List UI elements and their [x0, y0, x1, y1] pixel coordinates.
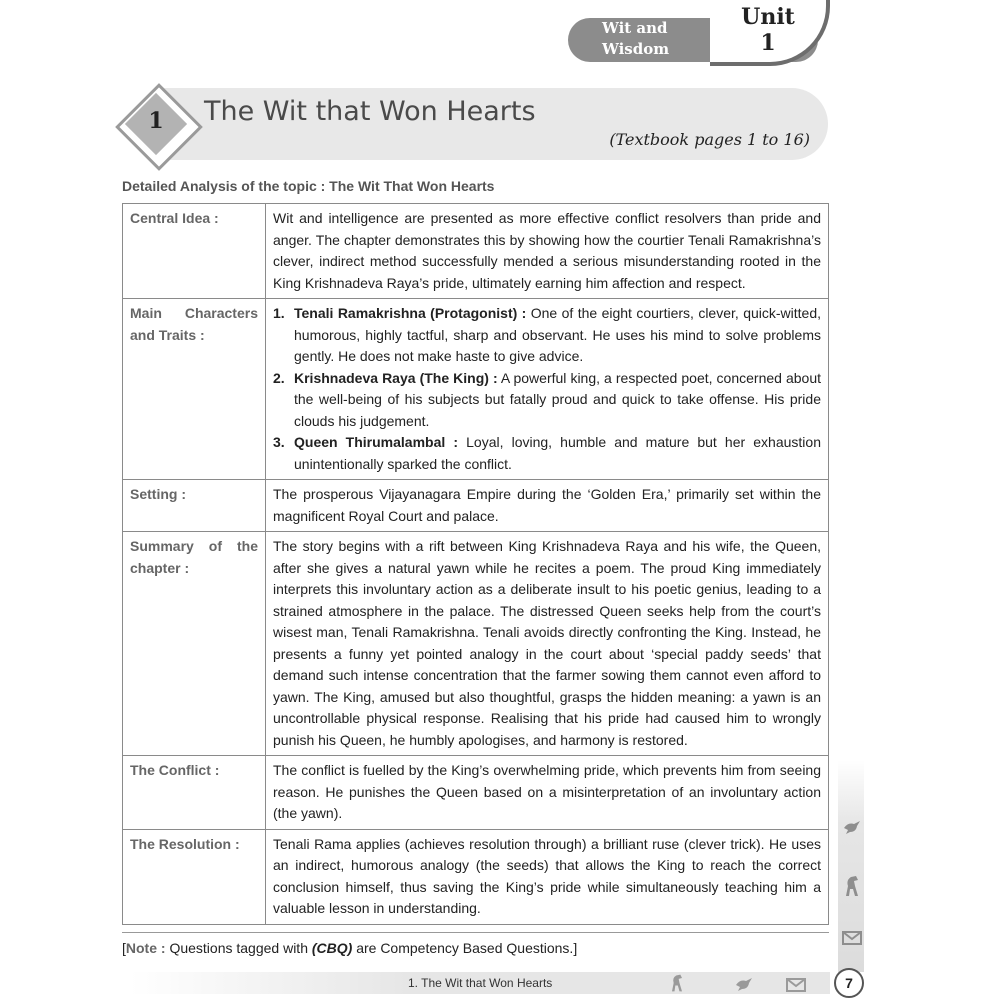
- row-label: Setting :: [123, 480, 266, 532]
- character-traits: Loyal, loving, humble and mature but her exhaustion unintentionally sparked the conflict.: [294, 434, 821, 472]
- row-label: Main Characters and Traits :: [123, 299, 266, 480]
- unit-name: [602, 18, 722, 60]
- character-list: [273, 303, 821, 475]
- note-bracket: [: [122, 940, 126, 956]
- unit-number: 1: [760, 30, 776, 56]
- table-row-characters: [123, 299, 829, 480]
- unit-badge: [568, 6, 828, 62]
- list-item: [273, 368, 821, 433]
- row-content: Wit and intelligence are presented as more effective conflict resolvers than pride and anger. The chapter demonstrates this by showing how the courtier Tenali Ramakrishna’s clever, indirect method successfully mended a serious misunderstanding rooted in the King Krishnadeva Raya’s pride, ultimately earning him affection and respect.: [266, 204, 829, 299]
- character-traits: One of the eight courtiers, clever, quick-witted, humorous, highly tactful, sharp and observant. He uses his mind to solve problems gently. He does not make haste to give advice.: [294, 305, 822, 364]
- list-item: [273, 303, 821, 368]
- list-number: 3.: [273, 434, 285, 450]
- bird-icon: [842, 818, 862, 839]
- row-content: [266, 299, 829, 480]
- note-divider: [122, 932, 829, 933]
- row-content: The prosperous Vijayanagara Empire during the ‘Golden Era,’ primarily set within the magnificent Royal Court and palace.: [266, 480, 829, 532]
- chapter-number: 1: [148, 108, 164, 134]
- horse-icon: [842, 874, 862, 901]
- row-label: Central Idea :: [123, 204, 266, 299]
- envelope-icon: [842, 930, 862, 949]
- character-name: Queen Thirumalambal :: [294, 434, 459, 450]
- character-name: Krishnadeva Raya (The King) :: [294, 369, 498, 386]
- note-text-end: are Competency Based Questions.]: [352, 940, 578, 956]
- row-content: The story begins with a rift between King Krishnadeva Raya and his wife, the Queen, after she gives a natural yawn while he recites a poem. The proud King immediately interprets this involuntary action as a deliberate insult to his poetic genius, leading to a strained atmosphere in the palace. The distressed Queen seeks help from the court’s wisest man, Tenali Ramakrishna. Tenali avoids directly confronting the King. Instead, he presents a funny yet pointed analogy in the court about ‘special paddy seeds’ that demand such intense concentration that the farmer sowing them cannot even afford to yawn. The King, amused but also thoughtful, grasps the hidden meaning: a yawn is an uncontrollable physical response. Realising that his pride had caused him to wrongly punish his Queen, he humbly apologises, and harmony is restored.: [266, 532, 829, 756]
- unit-name-line2: Wisdom: [602, 40, 670, 58]
- unit-label: [720, 4, 816, 56]
- unit-label-word: Unit: [741, 4, 795, 30]
- list-item: [273, 432, 821, 475]
- chapter-pages: (Textbook pages 1 to 16): [609, 130, 810, 149]
- list-number: 1.: [273, 305, 285, 321]
- envelope-icon: [786, 977, 806, 996]
- table-row-resolution: [123, 829, 829, 924]
- table-row-summary: [123, 532, 829, 756]
- table-row-central-idea: [123, 204, 829, 299]
- page-number: 7: [834, 968, 864, 998]
- footer-title: 1. The Wit that Won Hearts: [408, 976, 553, 990]
- table-row-setting: [123, 480, 829, 532]
- character-traits: A powerful king, a respected poet, concerned about the well-being of his subjects but fatally proud and quick to take offense. His pride clouds his judgement.: [294, 369, 821, 429]
- row-content: Tenali Rama applies (achieves resolution through) a brilliant ruse (clever trick). He uses an indirect, humorous analogy (the seeds) that allows the King to reach the correct conclusion himself, thus saving the King’s pride while simultaneously teaching him a valuable lesson in understanding.: [266, 829, 829, 924]
- note-text: Questions tagged with: [165, 940, 312, 956]
- row-label: Summary of the chapter :: [123, 532, 266, 756]
- row-label: The Resolution :: [123, 829, 266, 924]
- chapter-title: The Wit that Won Hearts: [204, 96, 536, 127]
- note: [122, 940, 577, 956]
- note-label: Note :: [125, 940, 166, 956]
- analysis-heading: Detailed Analysis of the topic : The Wit That Won Hearts: [122, 178, 495, 194]
- cbq-tag: (CBQ): [311, 940, 353, 956]
- unit-name-line1: Wit and: [602, 19, 668, 37]
- analysis-table: [122, 203, 829, 925]
- list-number: 2.: [273, 369, 285, 386]
- character-name: Tenali Ramakrishna (Protagonist) :: [294, 305, 527, 321]
- table-row-conflict: [123, 756, 829, 830]
- bird-icon: [734, 975, 754, 996]
- row-label: The Conflict :: [123, 756, 266, 830]
- horse-icon: [668, 973, 686, 996]
- row-content: The conflict is fuelled by the King’s overwhelming pride, which prevents him from seeing reason. He punishes the Queen based on a misinterpretation of an involuntary action (the yawn).: [266, 756, 829, 830]
